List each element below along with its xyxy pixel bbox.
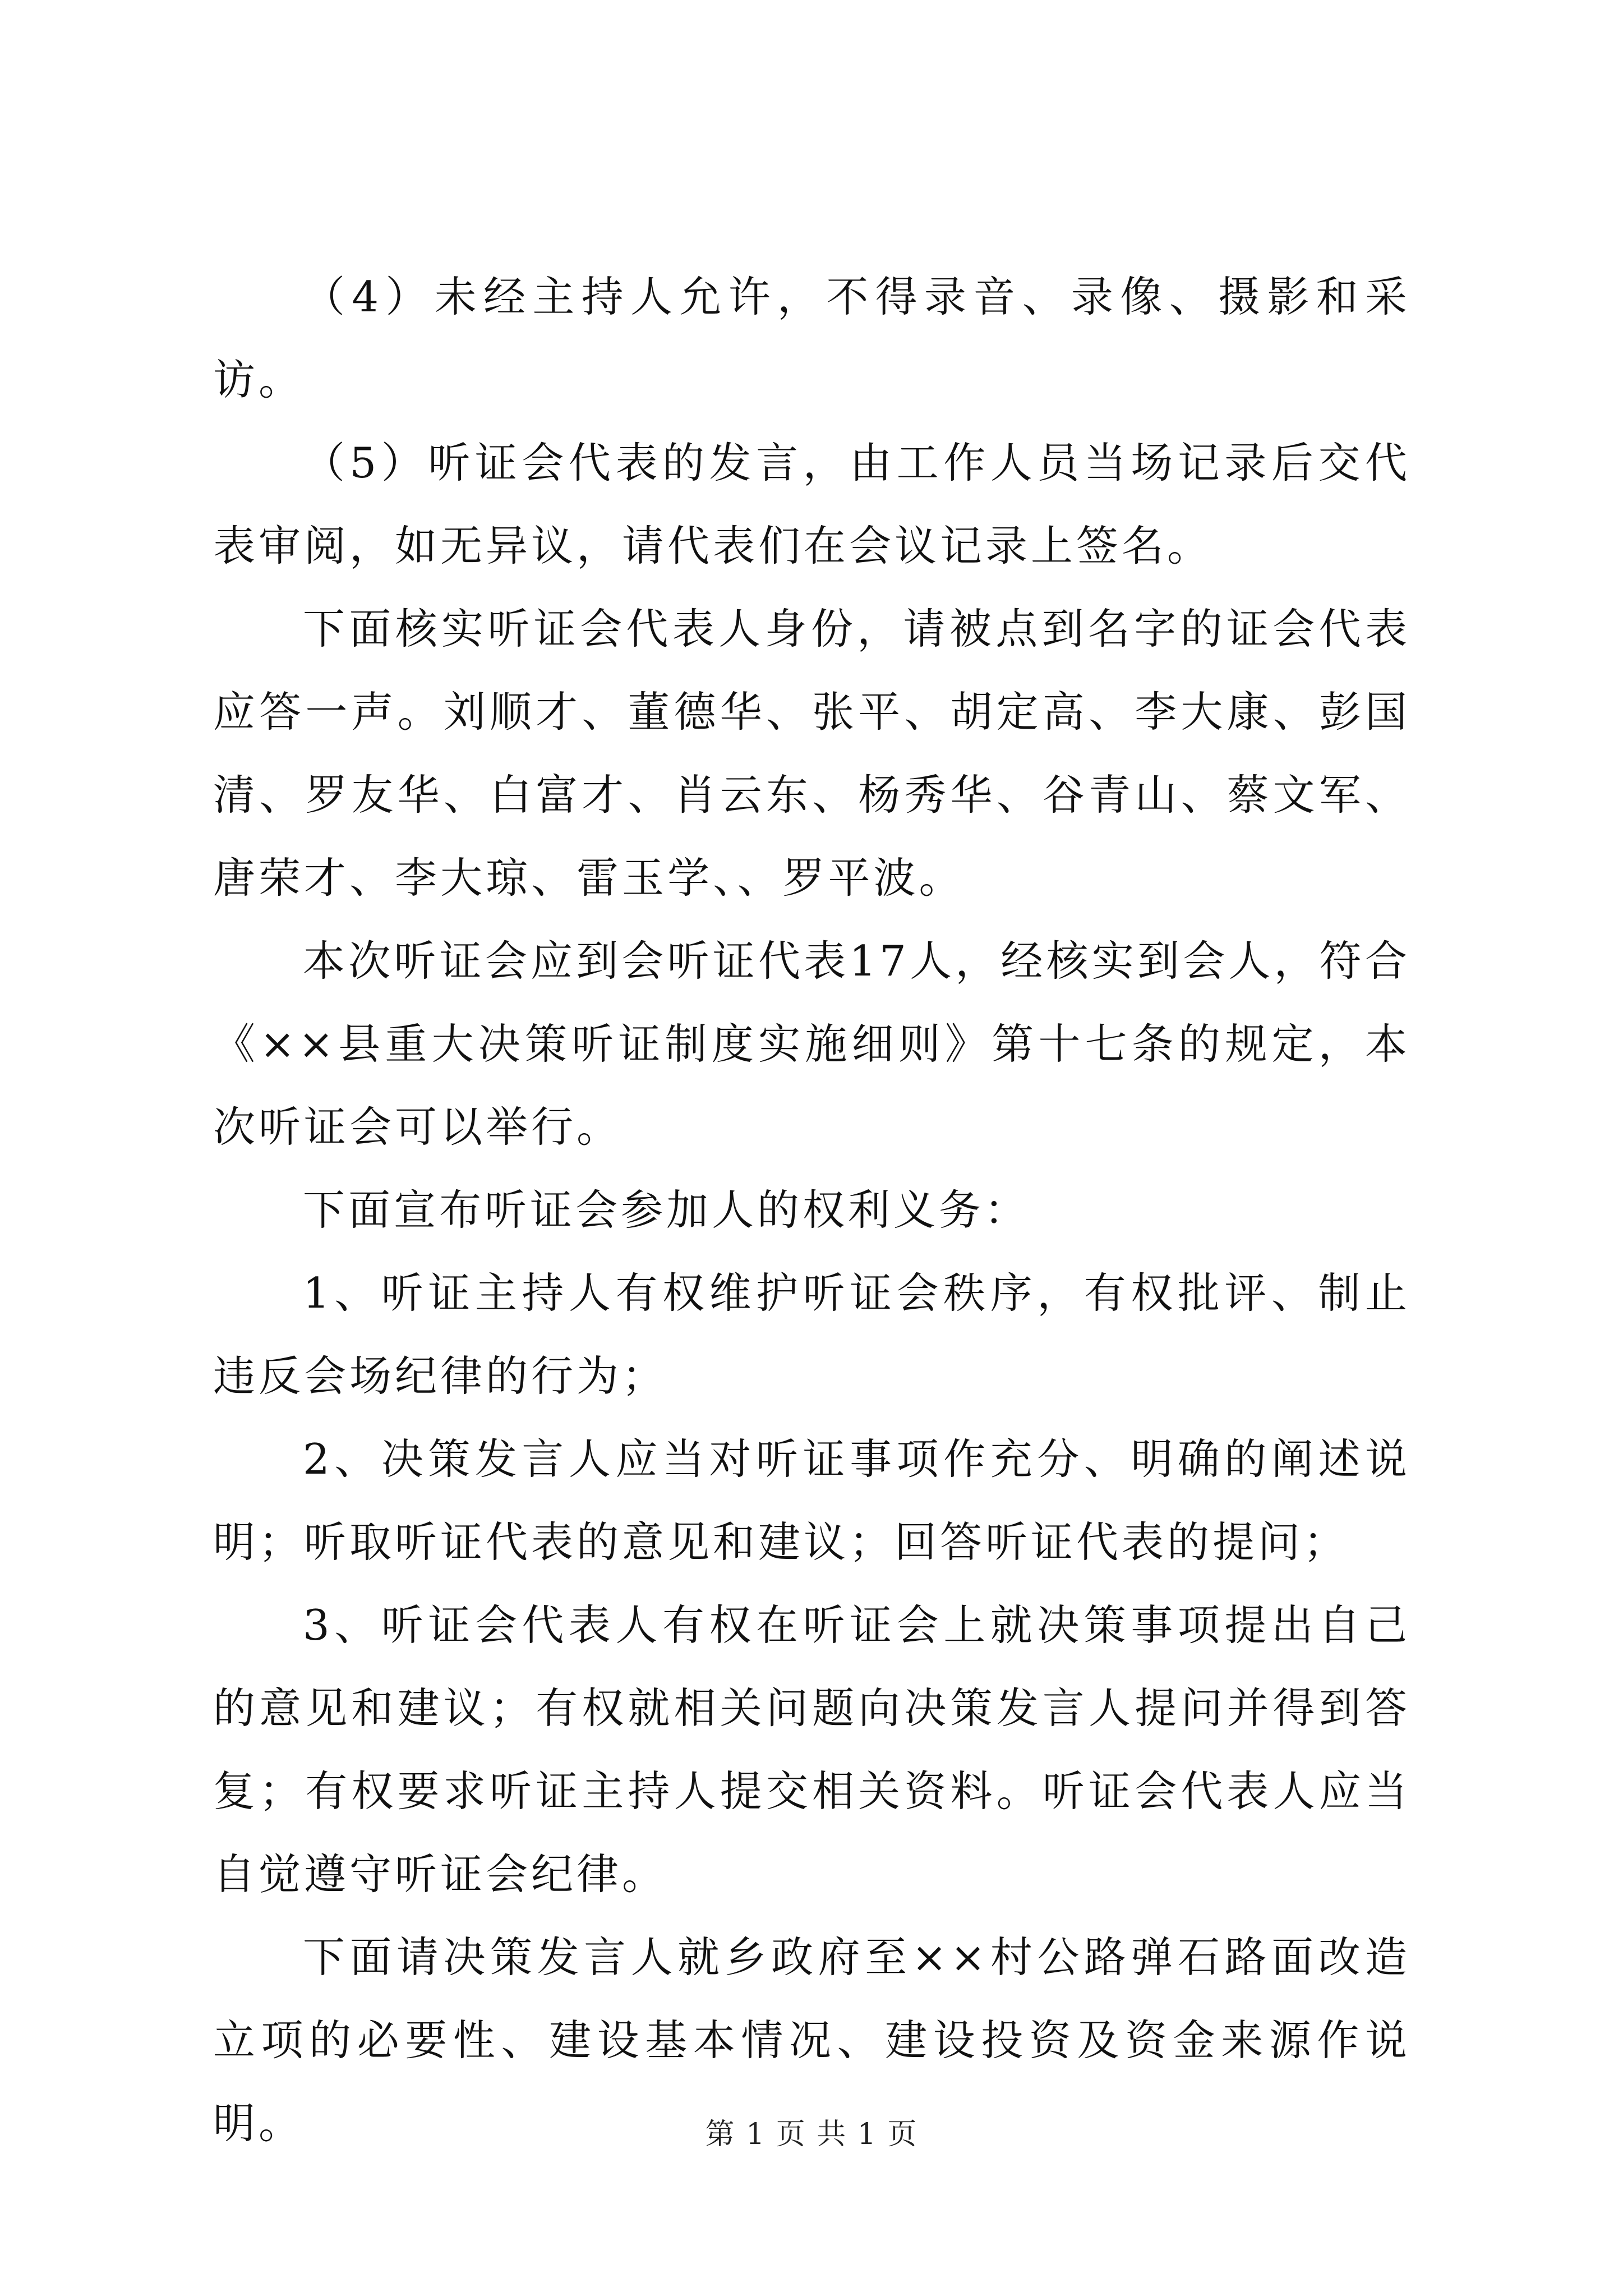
paragraph-right-3: 3、听证会代表人有权在听证会上就决策事项提出自己的意见和建议；有权就相关问题向决策发言人提问并得到答复；有权要求听证主持人提交相关资料。听证会代表人应当自觉遵守听证会纪律。 [213, 1600, 1410, 1899]
document-body [213, 255, 1410, 2165]
page-footer: 第 1 页 共 1 页 [705, 2118, 918, 2151]
paragraph-attendance: 本次听证会应到会听证代表17人，经核实到会人，符合《××县重大决策听证制度实施细则》第十七条的规定，本次听证会可以举行。 [213, 936, 1410, 1152]
paragraph-speaker-request: 下面请决策发言人就乡政府至××村公路弹石路面改造立项的必要性、建设基本情况、建设投资及资金来源作说明。 [213, 1932, 1410, 2148]
paragraph-rule-5: （5）听证会代表的发言，由工作人员当场记录后交代表审阅，如无异议，请代表们在会议记录上签名。 [213, 438, 1410, 570]
paragraph-rights-intro: 下面宣布听证会参加人的权利义务： [303, 1185, 1030, 1235]
paragraph-right-2: 2、决策发言人应当对听证事项作充分、明确的阐述说明；听取听证代表的意见和建议；回答听证代表的提问； [213, 1434, 1410, 1567]
paragraph-rule-4: （4）未经主持人允许，不得录音、录像、摄影和采访。 [213, 272, 1410, 404]
paragraph-roll-call: 下面核实听证会代表人身份，请被点到名字的证会代表应答一声。刘顺才、董德华、张平、胡定高、李大康、彭国清、罗友华、白富才、肖云东、杨秀华、谷青山、蔡文军、唐荣才、李大琼、雷玉学、、罗平波。 [213, 604, 1410, 903]
paragraph-right-1: 1、听证主持人有权维护听证会秩序，有权批评、制止违反会场纪律的行为； [213, 1268, 1410, 1401]
